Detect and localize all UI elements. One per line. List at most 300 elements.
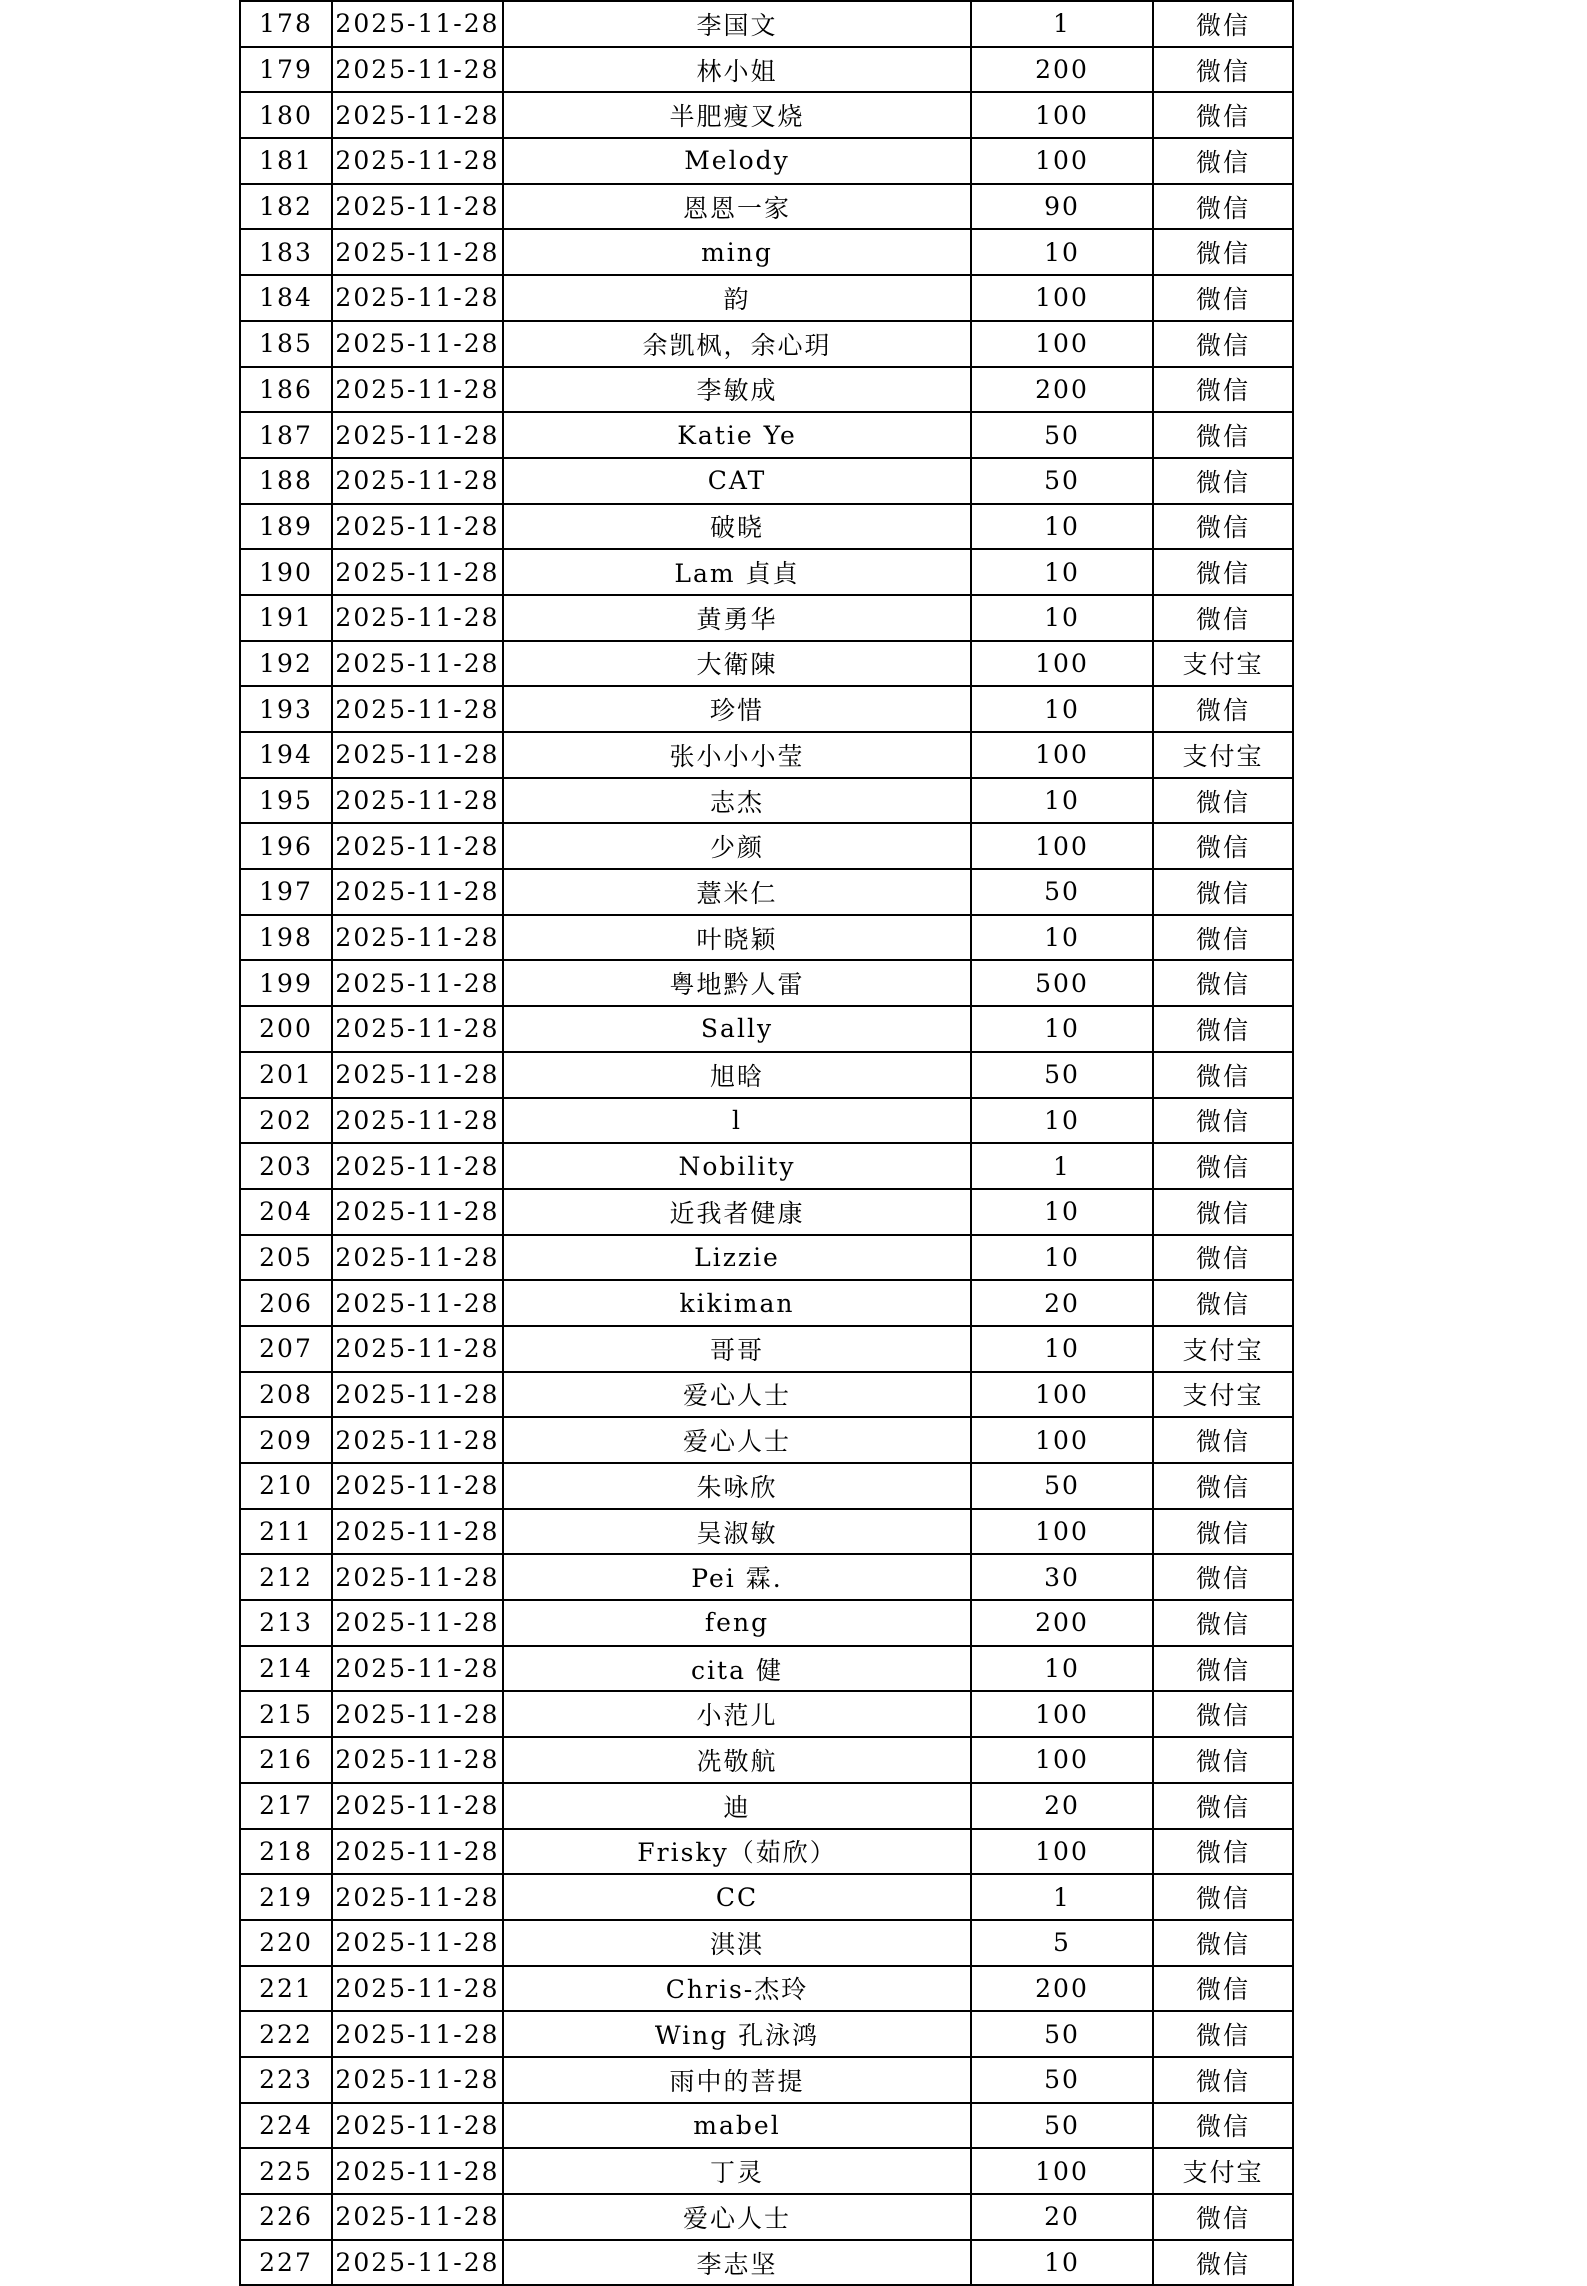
payment-channel-cell: 微信	[1153, 1920, 1293, 1966]
donation-amount-cell: 1	[971, 1874, 1153, 1920]
row-number-cell: 185	[240, 321, 332, 367]
table-row	[240, 458, 1293, 504]
donor-name-cell: 爱心人士	[503, 2194, 971, 2240]
donor-name-cell: Lizzie	[503, 1235, 971, 1281]
donation-amount-cell: 50	[971, 1463, 1153, 1509]
payment-channel-cell: 微信	[1153, 504, 1293, 550]
donor-name-cell: feng	[503, 1600, 971, 1646]
donation-date-cell: 2025-11-28	[332, 1737, 503, 1783]
donation-amount-cell: 10	[971, 1098, 1153, 1144]
payment-channel-cell: 微信	[1153, 275, 1293, 321]
payment-channel-cell: 微信	[1153, 1966, 1293, 2012]
row-number-cell: 184	[240, 275, 332, 321]
donor-name-cell: 恩恩一家	[503, 184, 971, 230]
table-row	[240, 686, 1293, 732]
table-row	[240, 1966, 1293, 2012]
payment-channel-cell: 微信	[1153, 1646, 1293, 1692]
donor-name-cell: 旭晗	[503, 1052, 971, 1098]
row-number-cell: 193	[240, 686, 332, 732]
donation-date-cell: 2025-11-28	[332, 869, 503, 915]
table-row	[240, 960, 1293, 1006]
payment-channel-cell: 微信	[1153, 549, 1293, 595]
donation-date-cell: 2025-11-28	[332, 1143, 503, 1189]
table-row	[240, 92, 1293, 138]
donation-amount-cell: 10	[971, 1235, 1153, 1281]
donation-date-cell: 2025-11-28	[332, 641, 503, 687]
donor-name-cell: 爱心人士	[503, 1372, 971, 1418]
donation-date-cell: 2025-11-28	[332, 1691, 503, 1737]
table-row	[240, 778, 1293, 824]
row-number-cell: 212	[240, 1554, 332, 1600]
row-number-cell: 181	[240, 138, 332, 184]
row-number-cell: 224	[240, 2103, 332, 2149]
payment-channel-cell: 微信	[1153, 1006, 1293, 1052]
donation-amount-cell: 100	[971, 1509, 1153, 1555]
donation-amount-cell: 100	[971, 1372, 1153, 1418]
donor-name-cell: 吴淑敏	[503, 1509, 971, 1555]
payment-channel-cell: 微信	[1153, 229, 1293, 275]
table-row	[240, 549, 1293, 595]
donation-date-cell: 2025-11-28	[332, 549, 503, 595]
donor-name-cell: Frisky（茹欣）	[503, 1829, 971, 1875]
table-row	[240, 1006, 1293, 1052]
payment-channel-cell: 微信	[1153, 1874, 1293, 1920]
row-number-cell: 194	[240, 732, 332, 778]
payment-channel-cell: 微信	[1153, 1235, 1293, 1281]
donation-date-cell: 2025-11-28	[332, 1600, 503, 1646]
payment-channel-cell: 微信	[1153, 2194, 1293, 2240]
donor-name-cell: 少颜	[503, 823, 971, 869]
table-row	[240, 1920, 1293, 1966]
donor-name-cell: Nobility	[503, 1143, 971, 1189]
donation-amount-cell: 100	[971, 275, 1153, 321]
donation-amount-cell: 10	[971, 1006, 1153, 1052]
row-number-cell: 180	[240, 92, 332, 138]
payment-channel-cell: 微信	[1153, 1463, 1293, 1509]
payment-channel-cell: 微信	[1153, 1509, 1293, 1555]
table-row	[240, 1235, 1293, 1281]
donor-name-cell: 雨中的菩提	[503, 2057, 971, 2103]
table-row	[240, 2148, 1293, 2194]
donation-date-cell: 2025-11-28	[332, 2148, 503, 2194]
table-row	[240, 1052, 1293, 1098]
donation-table	[239, 0, 1294, 2286]
donation-date-cell: 2025-11-28	[332, 1052, 503, 1098]
donor-name-cell: 小范儿	[503, 1691, 971, 1737]
payment-channel-cell: 微信	[1153, 869, 1293, 915]
table-row	[240, 1737, 1293, 1783]
donation-amount-cell: 10	[971, 915, 1153, 961]
row-number-cell: 196	[240, 823, 332, 869]
payment-channel-cell: 微信	[1153, 1783, 1293, 1829]
row-number-cell: 206	[240, 1280, 332, 1326]
donation-amount-cell: 100	[971, 321, 1153, 367]
donation-date-cell: 2025-11-28	[332, 2240, 503, 2286]
payment-channel-cell: 微信	[1153, 1417, 1293, 1463]
table-row	[240, 1098, 1293, 1144]
donation-amount-cell: 100	[971, 2148, 1153, 2194]
payment-channel-cell: 微信	[1153, 2103, 1293, 2149]
donation-date-cell: 2025-11-28	[332, 458, 503, 504]
donor-name-cell: 淇淇	[503, 1920, 971, 1966]
table-row	[240, 275, 1293, 321]
payment-channel-cell: 微信	[1153, 1737, 1293, 1783]
table-row	[240, 869, 1293, 915]
row-number-cell: 218	[240, 1829, 332, 1875]
donor-name-cell: 冼敬航	[503, 1737, 971, 1783]
donation-amount-cell: 90	[971, 184, 1153, 230]
row-number-cell: 204	[240, 1189, 332, 1235]
donation-date-cell: 2025-11-28	[332, 686, 503, 732]
row-number-cell: 200	[240, 1006, 332, 1052]
donation-amount-cell: 100	[971, 1417, 1153, 1463]
table-row	[240, 1600, 1293, 1646]
payment-channel-cell: 微信	[1153, 823, 1293, 869]
donation-amount-cell: 10	[971, 504, 1153, 550]
donation-amount-cell: 10	[971, 686, 1153, 732]
donation-amount-cell: 30	[971, 1554, 1153, 1600]
donation-amount-cell: 500	[971, 960, 1153, 1006]
table-row	[240, 1646, 1293, 1692]
donation-amount-cell: 10	[971, 549, 1153, 595]
table-row	[240, 1417, 1293, 1463]
payment-channel-cell: 微信	[1153, 458, 1293, 504]
donation-amount-cell: 50	[971, 2057, 1153, 2103]
table-row	[240, 732, 1293, 778]
payment-channel-cell: 微信	[1153, 321, 1293, 367]
donation-amount-cell: 100	[971, 1829, 1153, 1875]
table-row	[240, 367, 1293, 413]
donation-date-cell: 2025-11-28	[332, 1417, 503, 1463]
donation-date-cell: 2025-11-28	[332, 1646, 503, 1692]
payment-channel-cell: 微信	[1153, 1052, 1293, 1098]
donation-amount-cell: 200	[971, 1600, 1153, 1646]
row-number-cell: 219	[240, 1874, 332, 1920]
donor-name-cell: 半肥瘦叉烧	[503, 92, 971, 138]
donation-amount-cell: 200	[971, 47, 1153, 93]
donation-date-cell: 2025-11-28	[332, 1463, 503, 1509]
donor-name-cell: 破晓	[503, 504, 971, 550]
payment-channel-cell: 支付宝	[1153, 1372, 1293, 1418]
payment-channel-cell: 微信	[1153, 184, 1293, 230]
donor-name-cell: 珍惜	[503, 686, 971, 732]
table-row	[240, 1463, 1293, 1509]
row-number-cell: 214	[240, 1646, 332, 1692]
donation-amount-cell: 100	[971, 1691, 1153, 1737]
donation-amount-cell: 50	[971, 1052, 1153, 1098]
donation-date-cell: 2025-11-28	[332, 1874, 503, 1920]
donation-date-cell: 2025-11-28	[332, 1920, 503, 1966]
donation-date-cell: 2025-11-28	[332, 2057, 503, 2103]
donor-name-cell: ming	[503, 229, 971, 275]
donation-date-cell: 2025-11-28	[332, 1509, 503, 1555]
table-row	[240, 1143, 1293, 1189]
donor-name-cell: Chris-杰玲	[503, 1966, 971, 2012]
row-number-cell: 183	[240, 229, 332, 275]
donor-name-cell: 李敏成	[503, 367, 971, 413]
donation-date-cell: 2025-11-28	[332, 1829, 503, 1875]
row-number-cell: 225	[240, 2148, 332, 2194]
table-row	[240, 412, 1293, 458]
donation-date-cell: 2025-11-28	[332, 1, 503, 47]
donor-name-cell: Melody	[503, 138, 971, 184]
row-number-cell: 186	[240, 367, 332, 413]
payment-channel-cell: 微信	[1153, 960, 1293, 1006]
table-row	[240, 2103, 1293, 2149]
donor-name-cell: CC	[503, 1874, 971, 1920]
row-number-cell: 210	[240, 1463, 332, 1509]
donation-date-cell: 2025-11-28	[332, 1006, 503, 1052]
donation-date-cell: 2025-11-28	[332, 138, 503, 184]
row-number-cell: 216	[240, 1737, 332, 1783]
donor-name-cell: 林小姐	[503, 47, 971, 93]
table-row	[240, 1554, 1293, 1600]
payment-channel-cell: 微信	[1153, 1143, 1293, 1189]
payment-channel-cell: 微信	[1153, 1, 1293, 47]
table-row	[240, 138, 1293, 184]
donation-date-cell: 2025-11-28	[332, 1098, 503, 1144]
row-number-cell: 221	[240, 1966, 332, 2012]
table-row	[240, 1372, 1293, 1418]
donation-date-cell: 2025-11-28	[332, 504, 503, 550]
table-row	[240, 1783, 1293, 1829]
payment-channel-cell: 微信	[1153, 2057, 1293, 2103]
donor-name-cell: kikiman	[503, 1280, 971, 1326]
donation-amount-cell: 20	[971, 1280, 1153, 1326]
donation-amount-cell: 50	[971, 458, 1153, 504]
row-number-cell: 227	[240, 2240, 332, 2286]
donation-date-cell: 2025-11-28	[332, 367, 503, 413]
donor-name-cell: Lam 貞貞	[503, 549, 971, 595]
table-row	[240, 1829, 1293, 1875]
row-number-cell: 192	[240, 641, 332, 687]
donation-date-cell: 2025-11-28	[332, 1326, 503, 1372]
table-row	[240, 1, 1293, 47]
table-row	[240, 1691, 1293, 1737]
donor-name-cell: mabel	[503, 2103, 971, 2149]
payment-channel-cell: 微信	[1153, 47, 1293, 93]
row-number-cell: 205	[240, 1235, 332, 1281]
donation-amount-cell: 200	[971, 367, 1153, 413]
payment-channel-cell: 微信	[1153, 595, 1293, 641]
donor-name-cell: Katie Ye	[503, 412, 971, 458]
donation-amount-cell: 10	[971, 1326, 1153, 1372]
donor-name-cell: 张小小小莹	[503, 732, 971, 778]
payment-channel-cell: 微信	[1153, 2240, 1293, 2286]
donation-amount-cell: 50	[971, 2011, 1153, 2057]
row-number-cell: 190	[240, 549, 332, 595]
row-number-cell: 207	[240, 1326, 332, 1372]
donor-name-cell: 大衛陳	[503, 641, 971, 687]
donation-amount-cell: 5	[971, 1920, 1153, 1966]
donor-name-cell: 志杰	[503, 778, 971, 824]
donation-date-cell: 2025-11-28	[332, 1235, 503, 1281]
donor-name-cell: 薏米仁	[503, 869, 971, 915]
table-row	[240, 1874, 1293, 1920]
payment-channel-cell: 支付宝	[1153, 2148, 1293, 2194]
row-number-cell: 203	[240, 1143, 332, 1189]
payment-channel-cell: 微信	[1153, 367, 1293, 413]
donation-date-cell: 2025-11-28	[332, 778, 503, 824]
donation-date-cell: 2025-11-28	[332, 321, 503, 367]
payment-channel-cell: 微信	[1153, 778, 1293, 824]
donor-name-cell: 哥哥	[503, 1326, 971, 1372]
row-number-cell: 187	[240, 412, 332, 458]
donor-name-cell: 黄勇华	[503, 595, 971, 641]
payment-channel-cell: 微信	[1153, 1280, 1293, 1326]
donation-date-cell: 2025-11-28	[332, 1554, 503, 1600]
donor-name-cell: 李国文	[503, 1, 971, 47]
row-number-cell: 182	[240, 184, 332, 230]
donation-date-cell: 2025-11-28	[332, 47, 503, 93]
donation-date-cell: 2025-11-28	[332, 229, 503, 275]
row-number-cell: 222	[240, 2011, 332, 2057]
donor-name-cell: CAT	[503, 458, 971, 504]
row-number-cell: 191	[240, 595, 332, 641]
donor-name-cell: 余凯枫，余心玥	[503, 321, 971, 367]
donor-name-cell: 丁灵	[503, 2148, 971, 2194]
donation-date-cell: 2025-11-28	[332, 2194, 503, 2240]
donation-amount-cell: 10	[971, 1189, 1153, 1235]
donation-amount-cell: 100	[971, 1737, 1153, 1783]
payment-channel-cell: 微信	[1153, 1554, 1293, 1600]
row-number-cell: 226	[240, 2194, 332, 2240]
row-number-cell: 178	[240, 1, 332, 47]
donation-date-cell: 2025-11-28	[332, 2103, 503, 2149]
payment-channel-cell: 支付宝	[1153, 1326, 1293, 1372]
table-row	[240, 229, 1293, 275]
table-row	[240, 1189, 1293, 1235]
row-number-cell: 198	[240, 915, 332, 961]
row-number-cell: 195	[240, 778, 332, 824]
donation-date-cell: 2025-11-28	[332, 915, 503, 961]
table-row	[240, 641, 1293, 687]
donation-date-cell: 2025-11-28	[332, 412, 503, 458]
donor-name-cell: cita 健	[503, 1646, 971, 1692]
donor-name-cell: 叶晓颖	[503, 915, 971, 961]
donation-amount-cell: 10	[971, 595, 1153, 641]
donor-name-cell: 李志坚	[503, 2240, 971, 2286]
row-number-cell: 215	[240, 1691, 332, 1737]
payment-channel-cell: 微信	[1153, 2011, 1293, 2057]
row-number-cell: 189	[240, 504, 332, 550]
table-row	[240, 184, 1293, 230]
donation-amount-cell: 100	[971, 823, 1153, 869]
row-number-cell: 209	[240, 1417, 332, 1463]
row-number-cell: 213	[240, 1600, 332, 1646]
donation-date-cell: 2025-11-28	[332, 1372, 503, 1418]
table-row	[240, 1509, 1293, 1555]
donation-date-cell: 2025-11-28	[332, 960, 503, 1006]
donor-name-cell: l	[503, 1098, 971, 1144]
donation-amount-cell: 20	[971, 2194, 1153, 2240]
donor-name-cell: 粤地黔人雷	[503, 960, 971, 1006]
table-row	[240, 1326, 1293, 1372]
donation-date-cell: 2025-11-28	[332, 1189, 503, 1235]
payment-channel-cell: 微信	[1153, 686, 1293, 732]
payment-channel-cell: 微信	[1153, 1098, 1293, 1144]
row-number-cell: 179	[240, 47, 332, 93]
donation-date-cell: 2025-11-28	[332, 275, 503, 321]
donor-name-cell: 近我者健康	[503, 1189, 971, 1235]
donation-date-cell: 2025-11-28	[332, 184, 503, 230]
donation-amount-cell: 200	[971, 1966, 1153, 2012]
donation-amount-cell: 10	[971, 778, 1153, 824]
row-number-cell: 202	[240, 1098, 332, 1144]
payment-channel-cell: 微信	[1153, 915, 1293, 961]
payment-channel-cell: 微信	[1153, 1600, 1293, 1646]
row-number-cell: 201	[240, 1052, 332, 1098]
donation-date-cell: 2025-11-28	[332, 92, 503, 138]
donation-table-body	[240, 1, 1293, 2285]
table-row	[240, 595, 1293, 641]
row-number-cell: 199	[240, 960, 332, 1006]
row-number-cell: 197	[240, 869, 332, 915]
payment-channel-cell: 支付宝	[1153, 641, 1293, 687]
donation-date-cell: 2025-11-28	[332, 1783, 503, 1829]
donation-date-cell: 2025-11-28	[332, 732, 503, 778]
row-number-cell: 188	[240, 458, 332, 504]
table-row	[240, 1280, 1293, 1326]
donation-amount-cell: 100	[971, 138, 1153, 184]
donation-date-cell: 2025-11-28	[332, 823, 503, 869]
table-row	[240, 2057, 1293, 2103]
payment-channel-cell: 支付宝	[1153, 732, 1293, 778]
row-number-cell: 217	[240, 1783, 332, 1829]
donation-date-cell: 2025-11-28	[332, 1280, 503, 1326]
table-row	[240, 823, 1293, 869]
donation-amount-cell: 20	[971, 1783, 1153, 1829]
donation-amount-cell: 50	[971, 869, 1153, 915]
donation-amount-cell: 50	[971, 412, 1153, 458]
donor-name-cell: 朱咏欣	[503, 1463, 971, 1509]
table-row	[240, 47, 1293, 93]
payment-channel-cell: 微信	[1153, 92, 1293, 138]
row-number-cell: 211	[240, 1509, 332, 1555]
donor-name-cell: Sally	[503, 1006, 971, 1052]
donor-name-cell: 爱心人士	[503, 1417, 971, 1463]
row-number-cell: 223	[240, 2057, 332, 2103]
table-row	[240, 915, 1293, 961]
row-number-cell: 208	[240, 1372, 332, 1418]
payment-channel-cell: 微信	[1153, 412, 1293, 458]
donation-amount-cell: 100	[971, 92, 1153, 138]
table-row	[240, 2194, 1293, 2240]
donation-amount-cell: 100	[971, 641, 1153, 687]
donation-date-cell: 2025-11-28	[332, 595, 503, 641]
donor-name-cell: 韵	[503, 275, 971, 321]
donation-date-cell: 2025-11-28	[332, 1966, 503, 2012]
payment-channel-cell: 微信	[1153, 1189, 1293, 1235]
payment-channel-cell: 微信	[1153, 1691, 1293, 1737]
row-number-cell: 220	[240, 1920, 332, 1966]
donation-amount-cell: 10	[971, 1646, 1153, 1692]
donation-amount-cell: 10	[971, 229, 1153, 275]
payment-channel-cell: 微信	[1153, 138, 1293, 184]
table-row	[240, 504, 1293, 550]
payment-channel-cell: 微信	[1153, 1829, 1293, 1875]
donation-date-cell: 2025-11-28	[332, 2011, 503, 2057]
donor-name-cell: 迪	[503, 1783, 971, 1829]
table-row	[240, 2011, 1293, 2057]
donor-name-cell: Pei 霖.	[503, 1554, 971, 1600]
donor-name-cell: Wing 孔泳鸿	[503, 2011, 971, 2057]
donation-amount-cell: 50	[971, 2103, 1153, 2149]
donation-amount-cell: 100	[971, 732, 1153, 778]
donation-amount-cell: 1	[971, 1, 1153, 47]
table-row	[240, 2240, 1293, 2286]
donation-amount-cell: 1	[971, 1143, 1153, 1189]
